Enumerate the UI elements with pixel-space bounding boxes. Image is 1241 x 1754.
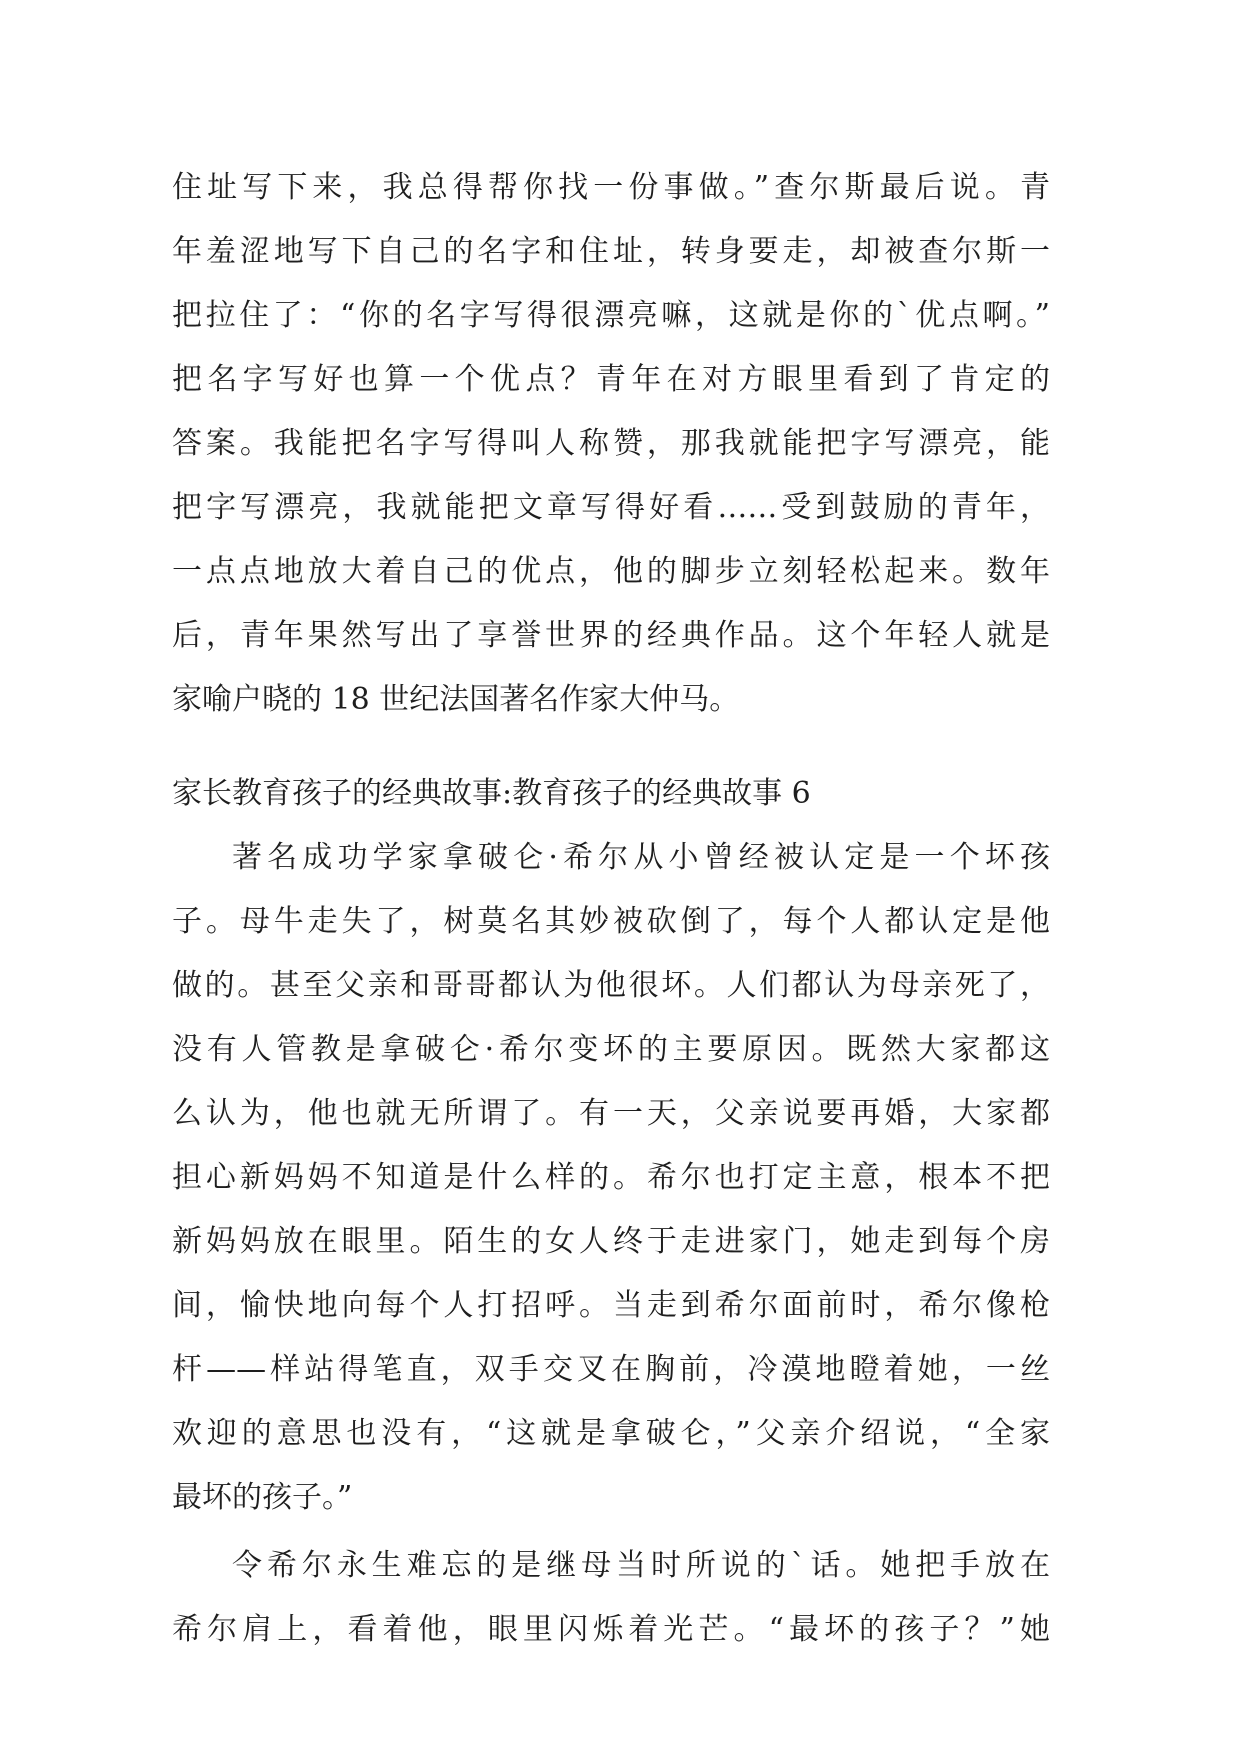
story-paragraph xyxy=(172,826,1050,1530)
document-page xyxy=(172,156,1050,1662)
text-line: 担心新妈妈不知道是什么样的。希尔也打定主意，根本不把 xyxy=(172,1160,1050,1195)
text-line: 年羞涩地写下自己的名字和住址，转身要走，却被查尔斯一 xyxy=(172,234,1050,269)
section-heading: 家长教育孩子的经典故事:教育孩子的经典故事 6 xyxy=(172,776,811,811)
text-line: 最坏的孩子。” xyxy=(172,1480,353,1515)
text-line: 把拉住了：“你的名字写得很漂亮嘛，这就是你的`优点啊。” xyxy=(172,298,1050,333)
text-line: 令希尔永生难忘的是继母当时所说的`话。她把手放在 xyxy=(232,1548,1050,1583)
text-line: 子。母牛走失了，树莫名其妙被砍倒了，每个人都认定是他 xyxy=(172,904,1050,939)
text-line: 没有人管教是拿破仑·希尔变坏的主要原因。既然大家都这 xyxy=(172,1032,1050,1067)
text-line: 后，青年果然写出了享誉世界的经典作品。这个年轻人就是 xyxy=(172,618,1050,653)
text-line: 住址写下来，我总得帮你找一份事做。”查尔斯最后说。青 xyxy=(172,170,1050,205)
text-line: 家喻户晓的 18 世纪法国著名作家大仲马。 xyxy=(172,682,740,717)
text-line: 把名字写好也算一个优点？青年在对方眼里看到了肯定的 xyxy=(172,362,1050,397)
story-paragraph xyxy=(172,1534,1050,1662)
text-line: 欢迎的意思也没有，“这就是拿破仑，”父亲介绍说，“全家 xyxy=(172,1416,1050,1451)
text-line: 希尔肩上，看着他，眼里闪烁着光芒。“最坏的孩子？”她 xyxy=(172,1612,1050,1647)
text-line: 答案。我能把名字写得叫人称赞，那我就能把字写漂亮，能 xyxy=(172,426,1050,461)
text-line: 一点点地放大着自己的优点，他的脚步立刻轻松起来。数年 xyxy=(172,554,1050,589)
text-line: 做的。甚至父亲和哥哥都认为他很坏。人们都认为母亲死了， xyxy=(172,968,1050,1003)
text-line: 么认为，他也就无所谓了。有一天，父亲说要再婚，大家都 xyxy=(172,1096,1050,1131)
text-line: 著名成功学家拿破仑·希尔从小曾经被认定是一个坏孩 xyxy=(232,840,1050,875)
text-line: 杆——样站得笔直，双手交叉在胸前，冷漠地瞪着她，一丝 xyxy=(172,1352,1050,1387)
text-line: 把字写漂亮，我就能把文章写得好看……受到鼓励的青年， xyxy=(172,490,1050,525)
text-line: 新妈妈放在眼里。陌生的女人终于走进家门，她走到每个房 xyxy=(172,1224,1050,1259)
text-line: 间，愉快地向每个人打招呼。当走到希尔面前时，希尔像枪 xyxy=(172,1288,1050,1323)
continued-paragraph xyxy=(172,156,1050,732)
